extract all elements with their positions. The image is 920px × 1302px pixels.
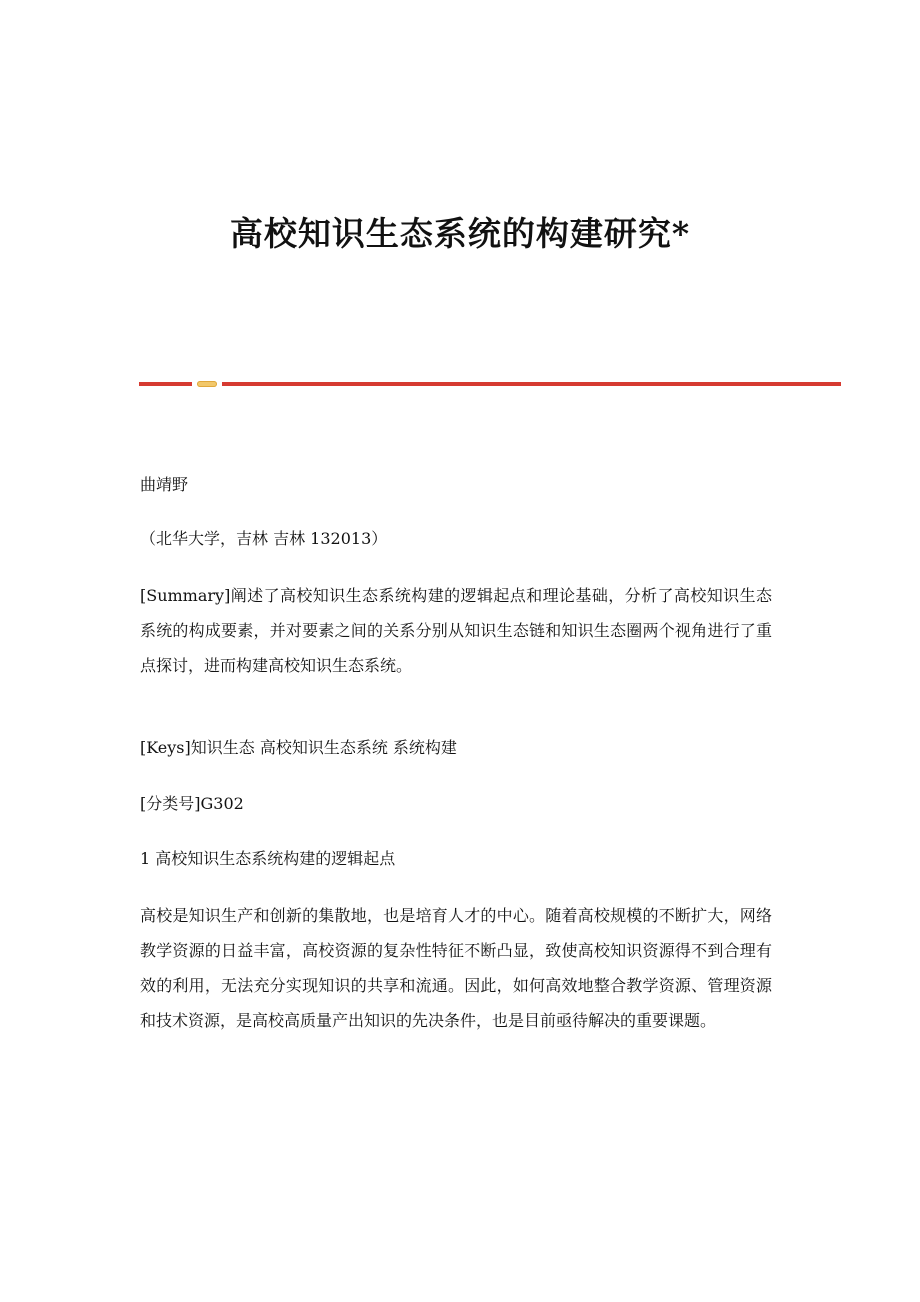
divider-ornament-icon <box>197 381 217 387</box>
affiliation: （北华大学，吉林 吉林 132013） <box>140 529 388 548</box>
divider-left-bar <box>139 382 192 386</box>
divider-right-bar <box>222 382 841 386</box>
author-name: 曲靖野 <box>140 475 189 494</box>
title-divider <box>139 381 841 387</box>
section-1-body: 高校是知识生产和创新的集散地，也是培育人才的中心。随着高校规模的不断扩大，网络教学资源的日益丰富，高校资源的复杂性特征不断凸显，致使高校知识资源得不到合理有效的利用，无法充分实现知识的共享和流通。因此，如何高效地整合教学资源、管理资源和技术资源，是高校高质量产出知识的先决条件，也是目前亟待解决的重要课题。 <box>140 906 772 1030</box>
keywords-line: [Keys]知识生态 高校知识生态系统 系统构建 <box>140 738 457 757</box>
summary-paragraph: [Summary]阐述了高校知识生态系统构建的逻辑起点和理论基础，分析了高校知识生态系统的构成要素，并对要素之间的关系分别从知识生态链和知识生态圈两个视角进行了重点探讨，进而构建高校知识生态系统。 <box>140 586 772 675</box>
document-title: 高校知识生态系统的构建研究* <box>229 214 691 253</box>
section-1-heading: 1 高校知识生态系统构建的逻辑起点 <box>140 849 396 868</box>
classification-line: [分类号]G302 <box>140 794 244 813</box>
